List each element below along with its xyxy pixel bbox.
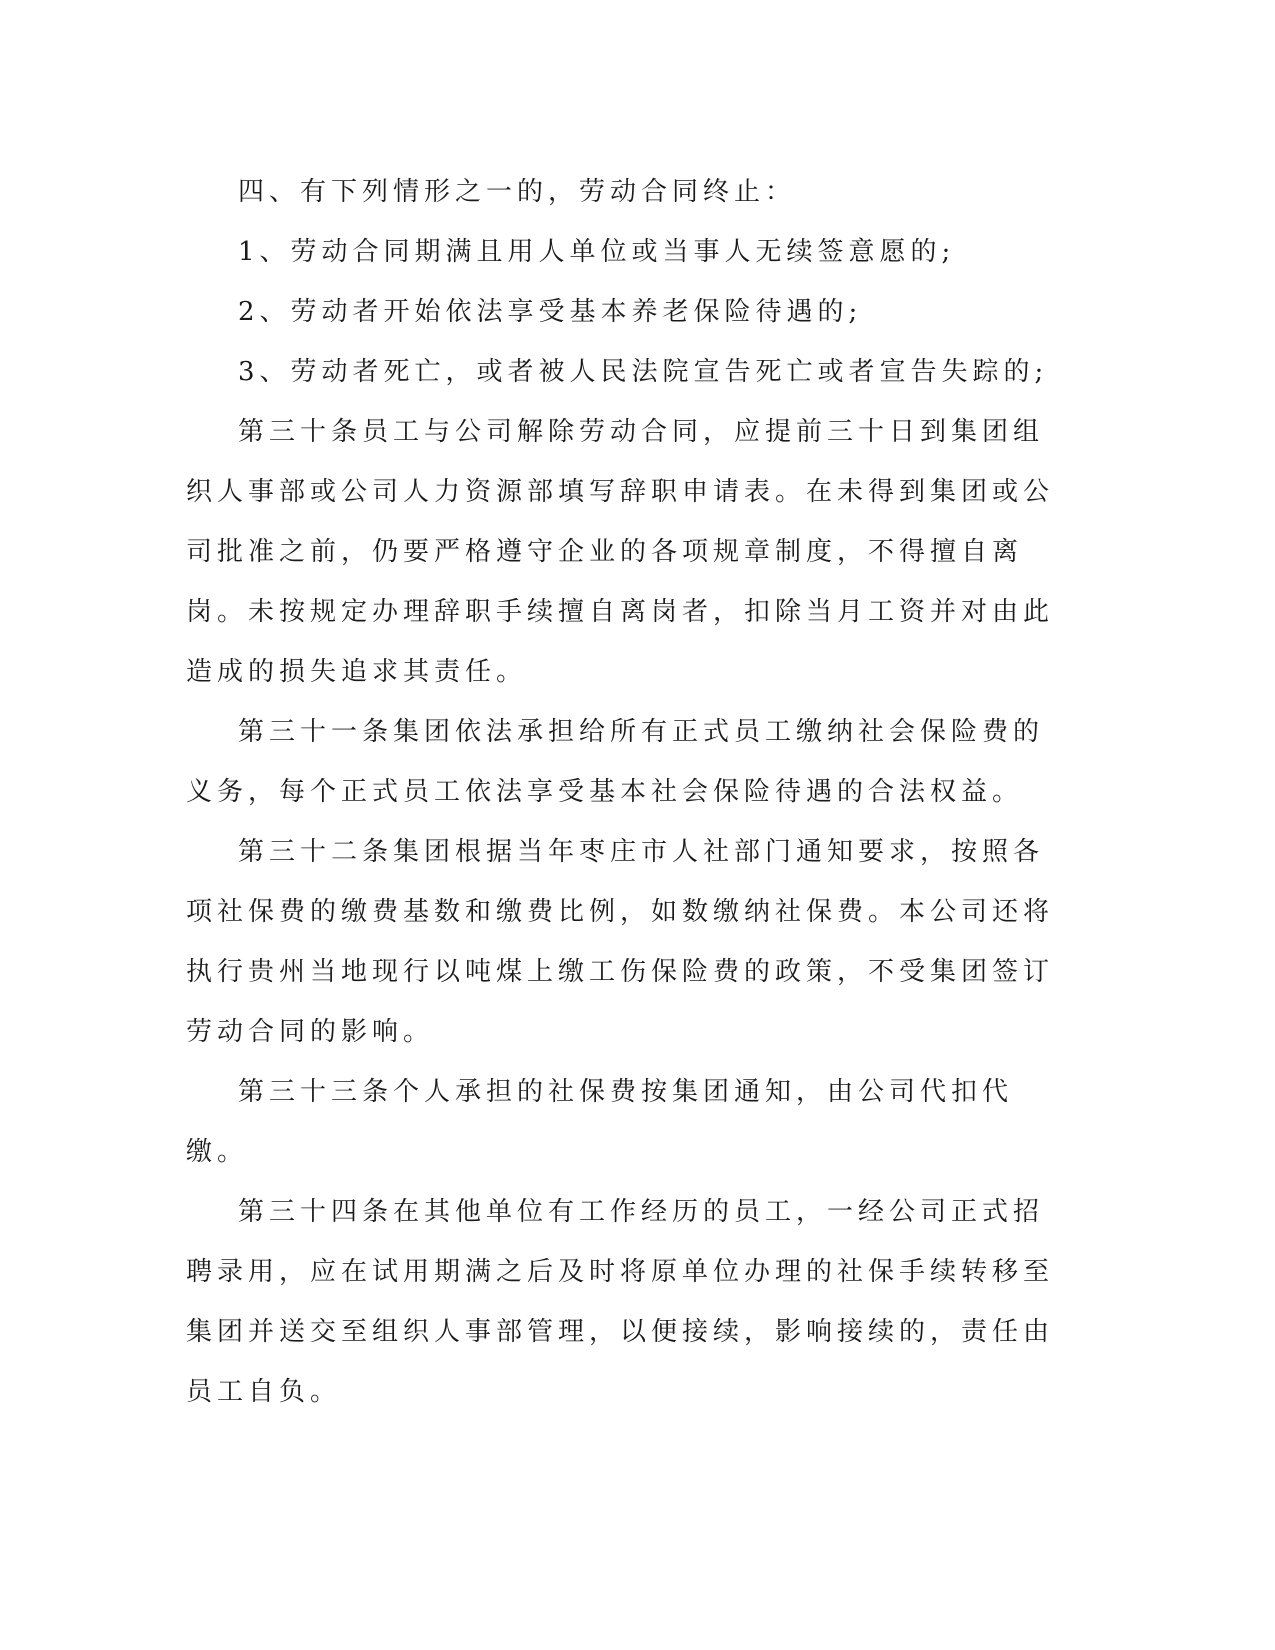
document-body [186, 162, 1071, 1422]
paragraph-article-34: 第三十四条在其他单位有工作经历的员工，一经公司正式招聘录用，应在试用期满之后及时将原单位办理的社保手续转移至集团并送交至组织人事部管理，以便接续，影响接续的，责任由员工自负。 [186, 1197, 1055, 1407]
paragraph-article-31: 第三十一条集团依法承担给所有正式员工缴纳社会保险费的义务，每个正式员工依法享受基本社会保险待遇的合法权益。 [186, 717, 1045, 807]
paragraph-article-32: 第三十二条集团根据当年枣庄市人社部门通知要求，按照各项社保费的缴费基数和缴费比例，如数缴纳社保费。本公司还将执行贵州当地现行以吨煤上缴工伤保险费的政策，不受集团签订劳动合同的影响。 [186, 837, 1055, 1047]
paragraph-item-2: 2、劳动者开始依法享受基本养老保险待遇的; [238, 297, 863, 327]
paragraph-article-33: 第三十三条个人承担的社保费按集团通知，由公司代扣代缴。 [186, 1077, 1014, 1167]
paragraph-item-1: 1、劳动合同期满且用人单位或当事人无续签意愿的; [238, 237, 956, 267]
paragraph-article-30: 第三十条员工与公司解除劳动合同，应提前三十日到集团组织人事部或公司人力资源部填写辞职申请表。在未得到集团或公司批准之前，仍要严格遵守企业的各项规章制度，不得擅自离岗。未按规定办理辞职手续擅自离岗者，扣除当月工资并对由此造成的损失追求其责任。 [186, 417, 1055, 687]
paragraph-item-3: 3、劳动者死亡，或者被人民法院宣告死亡或者宣告失踪的; [238, 357, 1049, 387]
paragraph-termination-heading: 四、有下列情形之一的，劳动合同终止： [238, 177, 797, 207]
